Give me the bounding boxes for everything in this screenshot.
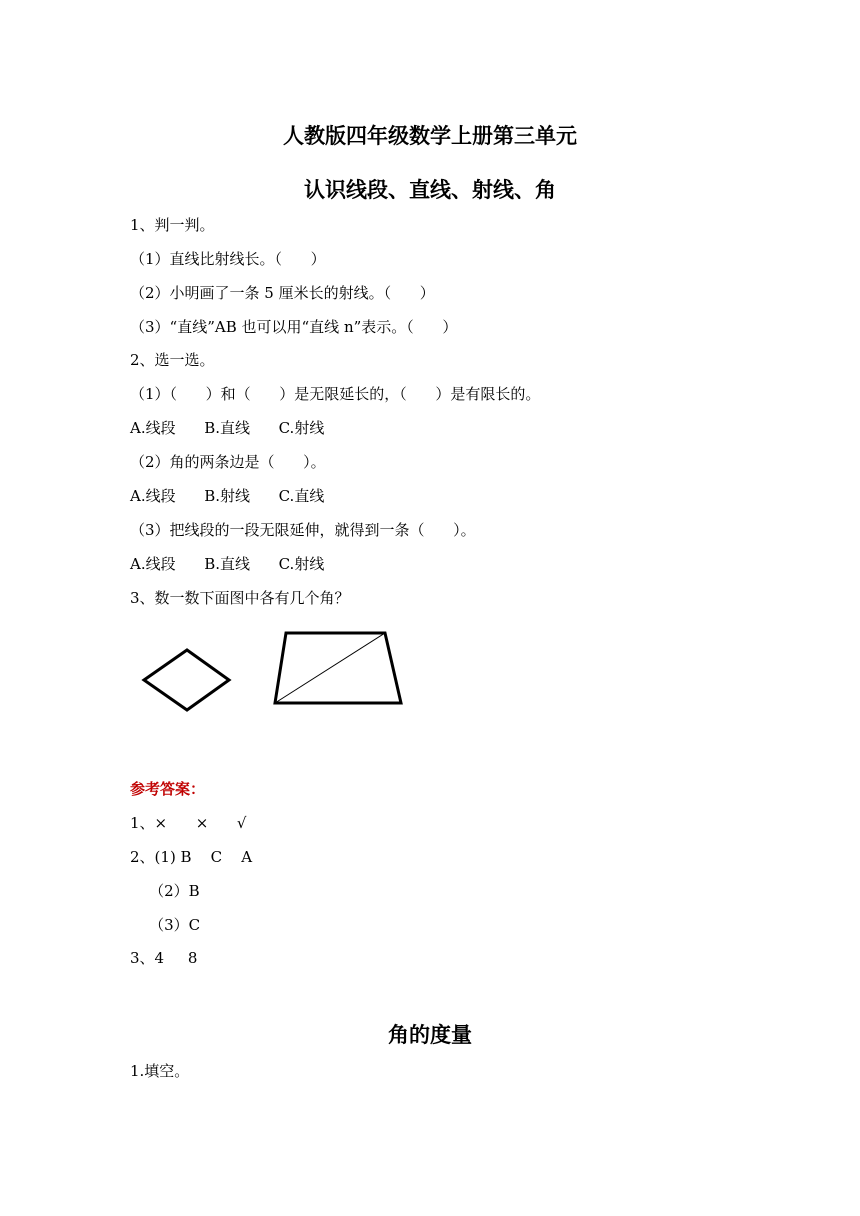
- document-title: 人教版四年级数学上册第三单元: [283, 124, 577, 148]
- q2-heading: 2、选一选。: [130, 351, 215, 369]
- q2-sub2-stem: （2）角的两条边是（ ）。: [130, 453, 326, 471]
- q1-item-2: （2）小明画了一条 5 厘米长的射线。（ ）: [130, 284, 435, 302]
- answer-line-3: （2）B: [130, 882, 200, 900]
- section2-title: 角的度量: [388, 1023, 472, 1047]
- rhombus-figure: [140, 646, 234, 714]
- q3-heading: 3、数一数下面图中各有几个角？: [130, 589, 350, 607]
- q1-item-1: （1）直线比射线长。（ ）: [130, 250, 326, 268]
- answer-line-2: 2、(1) B C A: [130, 848, 253, 866]
- q2-sub3-stem: （3）把线段的一段无限延伸，就得到一条（ ）。: [130, 521, 476, 539]
- trapezoid-with-diagonal-figure: [270, 628, 406, 708]
- q2-sub1-stem: （1）（ ）和（ ）是无限延长的，（ ）是有限长的。: [130, 385, 541, 403]
- q2-sub2-options: A.线段 B.射线 C.直线: [130, 487, 325, 505]
- q1-item-3: （3）“直线”AB 也可以用“直线 n”表示。（ ）: [130, 318, 458, 336]
- document-subtitle: 认识线段、直线、射线、角: [304, 178, 556, 202]
- answers-heading: 参考答案：: [130, 780, 206, 798]
- answer-line-4: （3）C: [130, 916, 201, 934]
- q2-sub1-options: A.线段 B.直线 C.射线: [130, 419, 325, 437]
- q1-heading: 1、判一判。: [130, 216, 215, 234]
- answer-line-5: 3、4 8: [130, 949, 198, 967]
- answer-line-1: 1、× × √: [130, 814, 247, 832]
- q2-sub3-options: A.线段 B.直线 C.射线: [130, 555, 325, 573]
- section2-q1-heading: 1.填空。: [130, 1062, 190, 1080]
